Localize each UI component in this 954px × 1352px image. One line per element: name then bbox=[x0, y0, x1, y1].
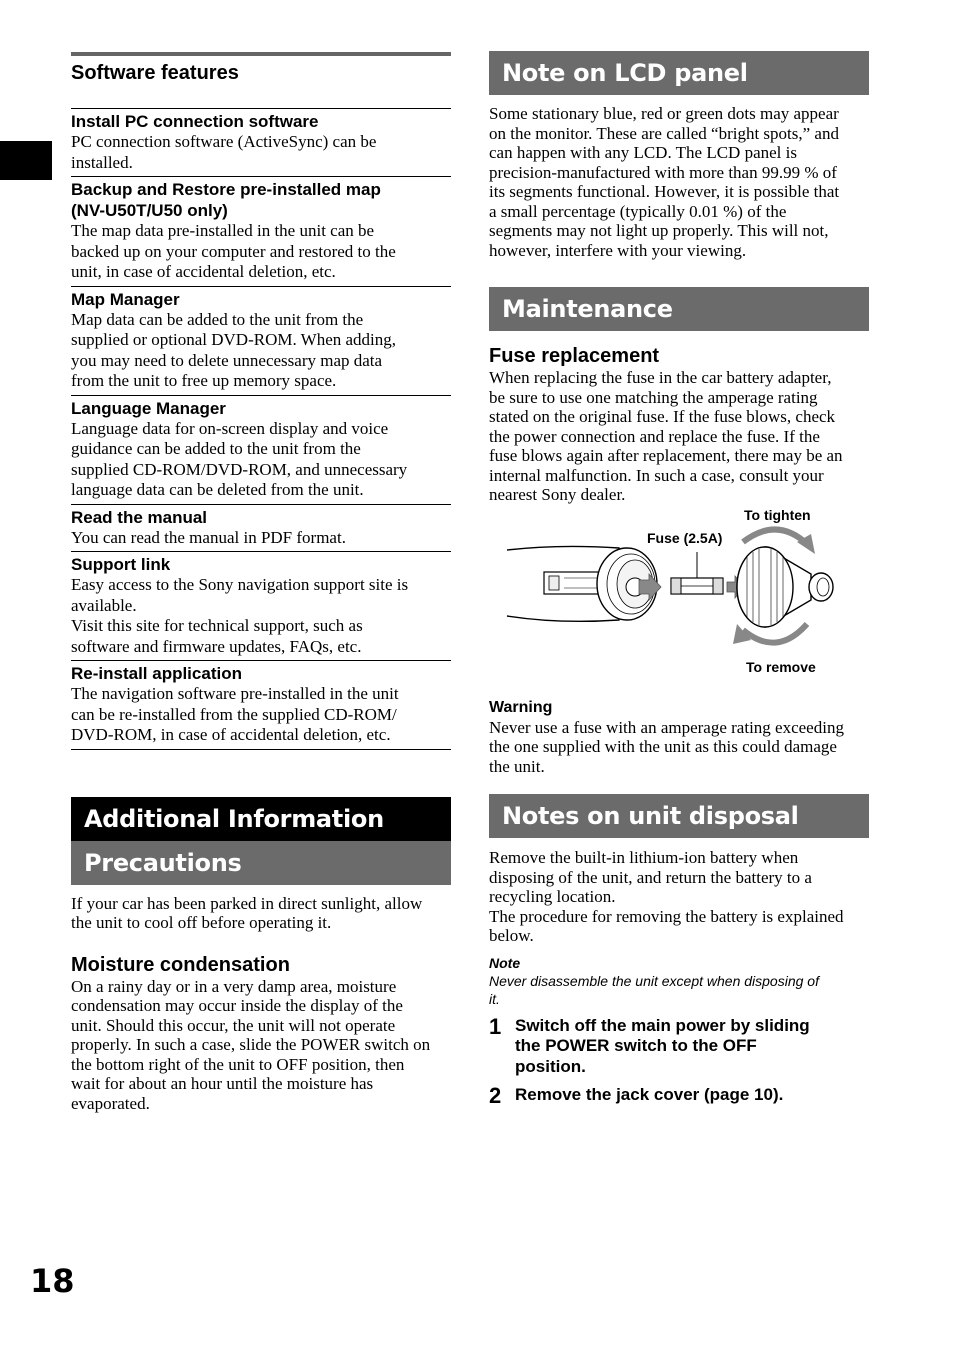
lcd-panel-text: Some stationary blue, red or green dots may appear on the monitor. These are called “bright spots,” and can happen with any LCD. The LCD panel is precision-manufactured with more than 99.99 % of its segments functional. However, it is possible that a small percentage (typically 0.01 %) of the segments may not light up properly. This will not, however, interfere with your viewing. bbox=[489, 104, 840, 260]
feature-item bbox=[71, 504, 451, 552]
step-item bbox=[489, 1013, 869, 1078]
feature-text: You can read the manual in PDF format. bbox=[71, 527, 346, 547]
note-text: Never disassemble the unit except when disposing of it. bbox=[489, 972, 819, 1007]
feature-text: Map data can be added to the unit from the supplied or optional DVD-ROM. When adding, you may need to delete unnecessary map data from the unit to free up memory space. bbox=[71, 309, 397, 390]
fuse-figure bbox=[489, 506, 869, 698]
feature-text: Easy access to the Sony navigation support site is available. Visit this site for technical support, such as software and firmware updates, FAQs, etc. bbox=[71, 575, 409, 656]
warning-text: Never use a fuse with an amperage rating exceeding the one supplied with the unit as this could damage the unit. bbox=[489, 717, 844, 776]
precautions-banner: Precautions bbox=[71, 841, 451, 885]
step-number: 2 bbox=[489, 1083, 502, 1108]
precautions-intro: If your car has been parked in direct sunlight, allow the unit to cool off before operating it. bbox=[71, 893, 423, 932]
step-item bbox=[489, 1085, 869, 1107]
feature-item bbox=[71, 286, 451, 395]
moisture-condensation-text: On a rainy day or in a very damp area, moisture condensation may occur inside the display of the unit. Should this occur, the unit will not operate properly. In such a case, slide the POWER switch on the bottom right of the unit to OFF position, then wait for about an hour until the moisture has evaporated. bbox=[71, 976, 431, 1113]
additional-information-banner: Additional Information bbox=[71, 797, 451, 841]
feature-title: Backup and Restore pre-installed map (NV-U50T/U50 only) bbox=[71, 180, 381, 220]
unit-disposal-banner: Notes on unit disposal bbox=[489, 794, 869, 838]
section-top-rule bbox=[71, 52, 451, 56]
step-text: Switch off the main power by sliding the POWER switch to the OFF position. bbox=[515, 1015, 810, 1076]
feature-item bbox=[71, 660, 451, 750]
feature-item bbox=[71, 108, 451, 176]
right-column bbox=[489, 51, 869, 1107]
feature-text: PC connection software (ActiveSync) can be installed. bbox=[71, 132, 377, 172]
feature-title: Install PC connection software bbox=[71, 112, 319, 131]
feature-item bbox=[71, 395, 451, 504]
software-features-title: Software features bbox=[71, 62, 239, 84]
to-tighten-label: To tighten bbox=[744, 506, 811, 523]
note-label: Note bbox=[489, 954, 521, 971]
chapter-tab-marker bbox=[0, 141, 52, 180]
unit-disposal-text: Remove the built-in lithium-ion battery when disposing of the unit, and return the battery to a recycling location. The procedure for removing the battery is explained below. bbox=[489, 848, 844, 945]
fuse-replacement-text: When replacing the fuse in the car battery adapter, be sure to use one matching the amperage rating stated on the original fuse. If the fuse blows, check the power connection and replace the fuse. If the fuse blows again after replacement, there may be an internal malfunction. In such a case, consult your nearest Sony dealer. bbox=[489, 368, 843, 504]
lcd-panel-banner: Note on LCD panel bbox=[489, 51, 869, 95]
feature-title: Support link bbox=[71, 555, 171, 574]
feature-title: Read the manual bbox=[71, 507, 208, 527]
software-features-list bbox=[71, 108, 451, 750]
feature-text: The map data pre-installed in the unit can be backed up on your computer and restored to the unit, in case of accidental deletion, etc. bbox=[71, 221, 396, 281]
feature-text: Language data for on-screen display and voice guidance can be added to the unit from the supplied CD-ROM/DVD-ROM, and unnecessary language data can be deleted from the unit. bbox=[71, 418, 408, 499]
feature-item bbox=[71, 551, 451, 660]
fuse-replacement-title: Fuse replacement bbox=[489, 345, 660, 367]
moisture-condensation-title: Moisture condensation bbox=[71, 953, 290, 976]
maintenance-banner: Maintenance bbox=[489, 287, 869, 331]
feature-title: Map Manager bbox=[71, 289, 180, 309]
warning-title: Warning bbox=[489, 698, 553, 716]
page-number: 18 bbox=[30, 1262, 75, 1300]
to-remove-label: To remove bbox=[746, 658, 816, 675]
feature-title: Re-install application bbox=[71, 664, 242, 683]
step-text: Remove the jack cover (page 10). bbox=[515, 1085, 784, 1104]
feature-item bbox=[71, 176, 451, 286]
fuse-rating-label: Fuse (2.5A) bbox=[647, 529, 723, 546]
left-column bbox=[71, 52, 451, 1113]
step-number: 1 bbox=[489, 1013, 502, 1039]
feature-text: The navigation software pre-installed in the unit can be re-installed from the supplied CD-ROM/ DVD-ROM, in case of accidental deletion, etc. bbox=[71, 684, 399, 744]
feature-title: Language Manager bbox=[71, 398, 226, 418]
